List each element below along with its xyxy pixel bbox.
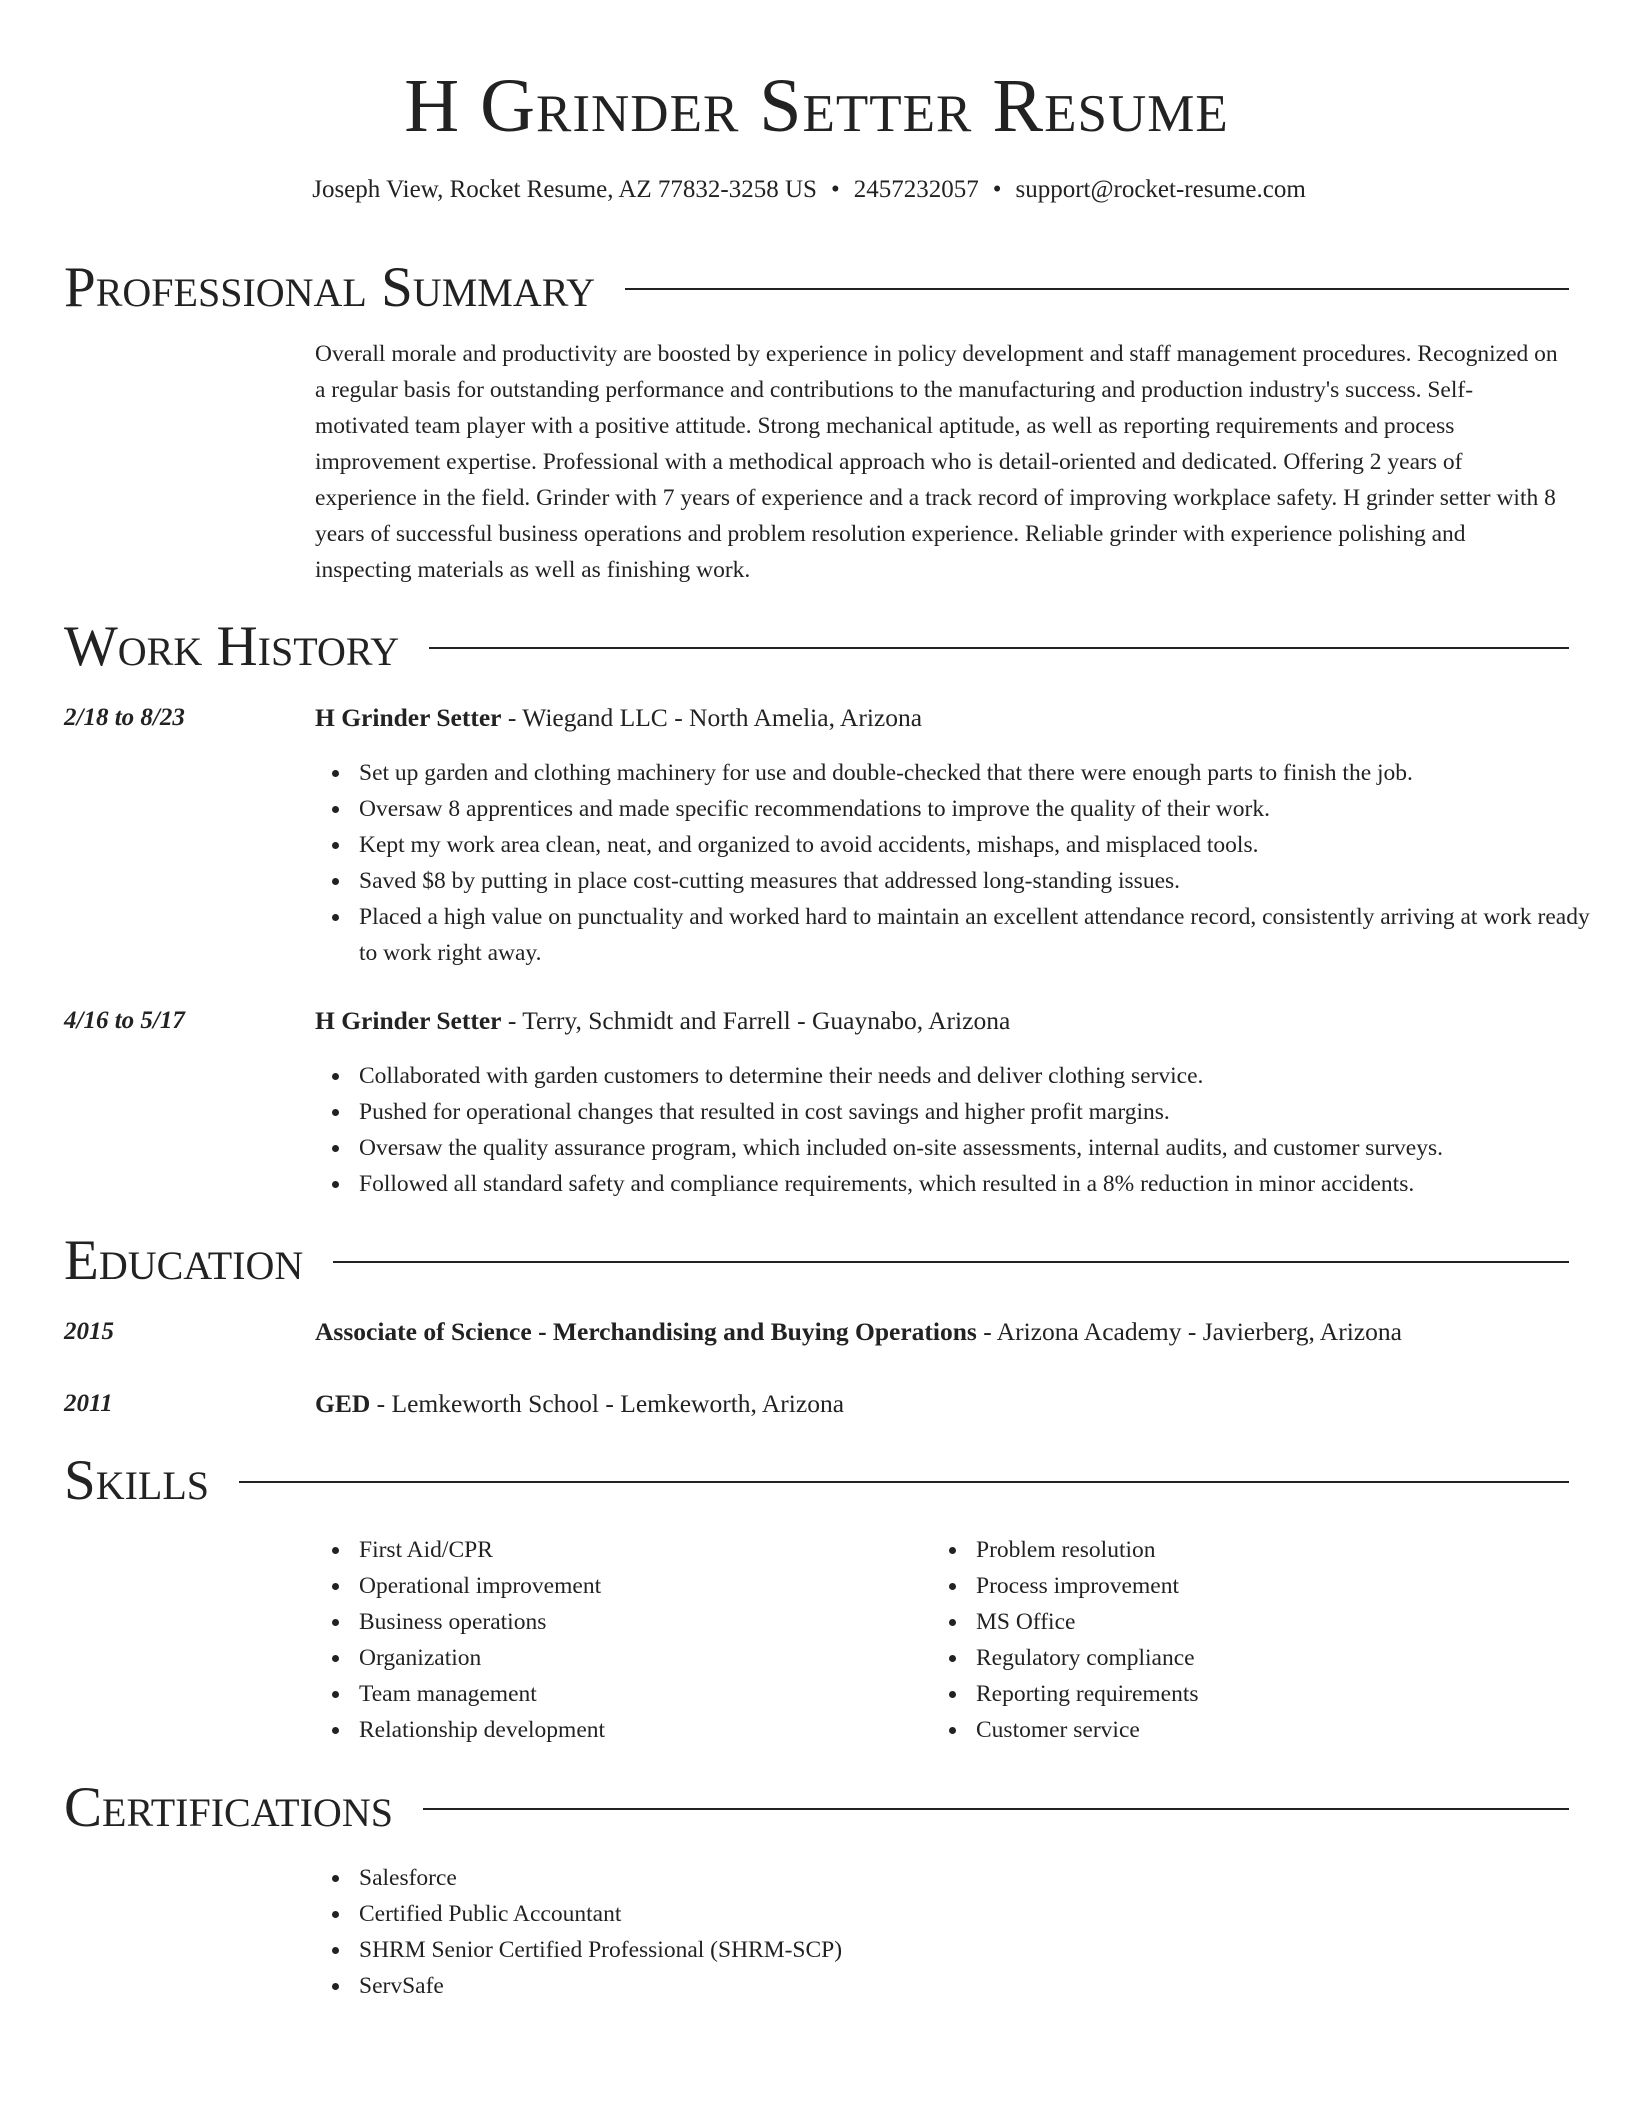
certification-item: Salesforce xyxy=(359,1860,1613,1896)
skill-item: Operational improvement xyxy=(359,1568,919,1604)
skill-item: Regulatory compliance xyxy=(976,1640,1536,1676)
summary-text: Overall morale and productivity are boosted by experience in policy development and staff management procedures. Recognized on a regular basis for outstanding performance and contributions to the manufacturing and production industry's success. Self-motivated team player with a positive attitude. Strong mechanical aptitude, as well as reporting requirements and process improvement expertise. Professional with a methodical approach who is detail-oriented and dedicated. Offering 2 years of experience in the field. Grinder with 7 years of experience and a track record of improving workplace safety. H grinder setter with 8 years of successful business operations and problem resolution experience. Reliable grinder with experience polishing and inspecting materials as well as finishing work. xyxy=(315,341,1558,583)
education-year: 2015 xyxy=(64,1318,114,1345)
list-item: Pushed for operational changes that resulted in cost savings and higher profit margins. xyxy=(359,1094,1613,1130)
section-certifications-header xyxy=(64,1774,1569,1842)
education-degree: Associate of Science - Merchandising and Buying Operations xyxy=(315,1317,977,1346)
section-heading: Certifications xyxy=(64,1776,393,1839)
section-divider xyxy=(625,288,1569,290)
job-title: H Grinder Setter xyxy=(315,703,502,732)
list-item: Collaborated with garden customers to determine their needs and deliver clothing service. xyxy=(359,1058,1613,1094)
skill-item: Problem resolution xyxy=(976,1532,1536,1568)
job-details: - Wiegand LLC - North Amelia, Arizona xyxy=(501,703,923,732)
job-title: H Grinder Setter xyxy=(315,1006,502,1035)
education-details: - Lemkeworth School - Lemkeworth, Arizona xyxy=(370,1389,845,1418)
skill-item: Relationship development xyxy=(359,1712,919,1748)
job-details: - Terry, Schmidt and Farrell - Guaynabo, Arizona xyxy=(501,1006,1011,1035)
list-item: Saved $8 by putting in place cost-cutting measures that addressed long-standing issues. xyxy=(359,863,1613,899)
section-heading: Professional Summary xyxy=(64,256,596,319)
certifications-list xyxy=(315,1860,1613,2004)
section-skills-header xyxy=(64,1447,1569,1515)
list-item: Oversaw the quality assurance program, which included on-site assessments, internal audits, and customer surveys. xyxy=(359,1130,1613,1166)
job-heading xyxy=(315,700,1569,736)
skill-item: First Aid/CPR xyxy=(359,1532,919,1568)
job-bullets xyxy=(315,755,1613,971)
list-item: Oversaw 8 apprentices and made specific recommendations to improve the quality of their work. xyxy=(359,791,1613,827)
education-details: - Arizona Academy - Javierberg, Arizona xyxy=(976,1317,1402,1346)
certification-item: Certified Public Accountant xyxy=(359,1896,1613,1932)
section-work-header xyxy=(64,613,1569,681)
certification-item: SHRM Senior Certified Professional (SHRM-SCP) xyxy=(359,1932,1613,1968)
contact-address: Joseph View, Rocket Resume, AZ 77832-3258 US xyxy=(312,176,817,203)
job-dates: 2/18 to 8/23 xyxy=(64,704,185,731)
education-entry xyxy=(315,1386,1569,1422)
section-education-header xyxy=(64,1227,1569,1295)
skill-item: Reporting requirements xyxy=(976,1676,1536,1712)
contact-email[interactable]: support@rocket-resume.com xyxy=(1015,176,1306,203)
section-heading: Work History xyxy=(64,615,400,678)
resume-title: H Grinder Setter Resume xyxy=(404,64,1229,148)
job-bullets xyxy=(315,1058,1613,1202)
section-divider xyxy=(429,647,1569,649)
contact-separator: • xyxy=(992,176,1002,203)
section-heading: Education xyxy=(64,1229,304,1292)
education-entry xyxy=(315,1314,1569,1350)
section-divider xyxy=(239,1481,1569,1483)
skill-item: Business operations xyxy=(359,1604,919,1640)
skill-item: Customer service xyxy=(976,1712,1536,1748)
list-item: Placed a high value on punctuality and worked hard to maintain an excellent attendance record, consistently arriving at work ready to work right away. xyxy=(359,899,1613,971)
skill-item: Process improvement xyxy=(976,1568,1536,1604)
education-degree: GED xyxy=(315,1389,371,1418)
section-summary-header xyxy=(64,254,1569,322)
contact-phone: 2457232057 xyxy=(853,176,979,203)
skill-item: Team management xyxy=(359,1676,919,1712)
section-divider xyxy=(423,1808,1569,1810)
job-heading xyxy=(315,1003,1569,1039)
skills-list-right xyxy=(932,1532,1536,1748)
contact-line xyxy=(64,172,1554,208)
skills-list-left xyxy=(315,1532,919,1748)
skill-item: Organization xyxy=(359,1640,919,1676)
skill-item: MS Office xyxy=(976,1604,1536,1640)
education-year: 2011 xyxy=(64,1390,113,1417)
section-divider xyxy=(333,1261,1569,1263)
list-item: Kept my work area clean, neat, and organized to avoid accidents, mishaps, and misplaced tools. xyxy=(359,827,1613,863)
contact-separator: • xyxy=(830,176,840,203)
job-dates: 4/16 to 5/17 xyxy=(64,1007,185,1034)
section-heading: Skills xyxy=(64,1449,210,1512)
certification-item: ServSafe xyxy=(359,1968,1613,2004)
list-item: Followed all standard safety and compliance requirements, which resulted in a 8% reduction in minor accidents. xyxy=(359,1166,1613,1202)
list-item: Set up garden and clothing machinery for use and double-checked that there were enough parts to finish the job. xyxy=(359,755,1613,791)
